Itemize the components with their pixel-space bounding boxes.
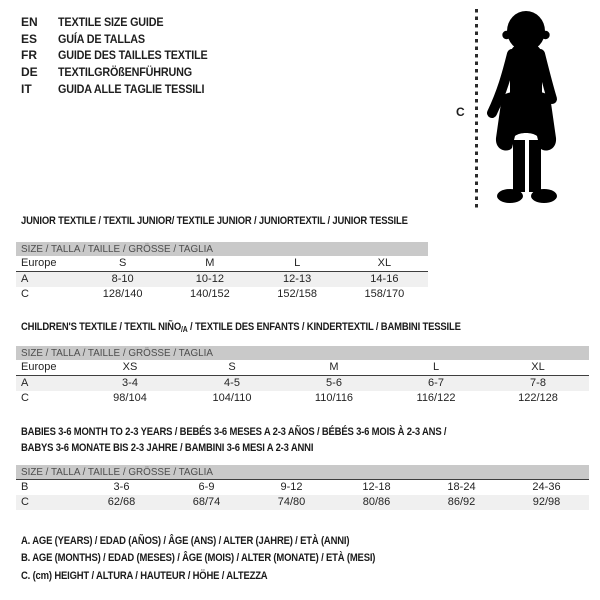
language-row-it bbox=[21, 81, 224, 98]
junior-size-table bbox=[16, 242, 428, 302]
language-row-fr bbox=[21, 47, 224, 64]
table-row: A 3-4 4-5 5-6 6-7 7-8 bbox=[16, 376, 589, 391]
language-row-es bbox=[21, 31, 224, 48]
language-code: DE bbox=[21, 65, 38, 80]
height-label-c: C bbox=[456, 105, 465, 119]
language-label: TEXTILE SIZE GUIDE bbox=[58, 15, 164, 29]
table-row: B 3-6 6-9 9-12 12-18 18-24 24-36 bbox=[21, 481, 561, 493]
children-size-table bbox=[16, 346, 589, 406]
language-label: TEXTILGRÖßENFÜHRUNG bbox=[58, 65, 192, 80]
table-row: C 62/68 68/74 74/80 80/86 86/92 92/98 bbox=[16, 495, 589, 510]
language-row-en bbox=[21, 14, 224, 31]
table-row: C 128/140 140/152 152/158 158/170 bbox=[21, 288, 405, 300]
babies-table-title-line2: BABYS 3-6 MONATE BIS 2-3 JAHRE / BAMBINI 3-6 MESI A 2-3 ANNI bbox=[21, 442, 314, 454]
babies-table-title-line1: BABIES 3-6 MONTH TO 2-3 YEARS / BEBÉS 3-6 MESES A 2-3 AÑOS / BÉBÉS 3-6 MOIS À 2-3 ANS / bbox=[21, 426, 447, 438]
size-header-bar: SIZE / TALLA / TAILLE / GRÖSSE / TAGLIA bbox=[16, 242, 428, 256]
table-row: Europe XS S M L XL bbox=[16, 360, 589, 376]
measurement-legend bbox=[21, 533, 433, 585]
height-measure-dashed-line bbox=[475, 9, 478, 208]
legend-line-a: A. AGE (YEARS) / EDAD (AÑOS) / ÂGE (ANS) / ALTER (JAHRE) / ETÀ (ANNI) bbox=[21, 535, 350, 547]
language-row-de bbox=[21, 64, 224, 81]
language-code: ES bbox=[21, 31, 38, 46]
language-list bbox=[21, 14, 224, 97]
size-header-bar: SIZE / TALLA / TAILLE / GRÖSSE / TAGLIA bbox=[16, 465, 589, 480]
legend-line-b: B. AGE (MONTHS) / EDAD (MESES) / ÂGE (MOIS) / ALTER (MONATE) / ETÀ (MESI) bbox=[21, 552, 376, 565]
language-code: FR bbox=[21, 48, 37, 63]
language-code: EN bbox=[21, 15, 38, 29]
legend-line-c: C. (cm) HEIGHT / ALTURA / HAUTEUR / HÖHE / ALTEZZA bbox=[21, 569, 268, 582]
table-row: C 98/104 104/110 110/116 116/122 122/128 bbox=[21, 392, 558, 404]
language-label: GUÍA DE TALLAS bbox=[58, 31, 145, 46]
table-row: A 8-10 10-12 12-13 14-16 bbox=[16, 272, 428, 287]
language-label: GUIDE DES TAILLES TEXTILE bbox=[58, 48, 208, 63]
baby-silhouette-icon bbox=[486, 10, 568, 208]
babies-size-table bbox=[16, 465, 589, 510]
size-header-bar: SIZE / TALLA / TAILLE / GRÖSSE / TAGLIA bbox=[16, 346, 589, 360]
language-label: GUIDA ALLE TAGLIE TESSILI bbox=[58, 81, 205, 96]
junior-table-title: JUNIOR TEXTILE / TEXTIL JUNIOR/ TEXTILE JUNIOR / JUNIORTEXTIL / JUNIOR TESSILE bbox=[21, 215, 408, 227]
table-row: Europe S M L XL bbox=[16, 256, 428, 272]
children-table-title: CHILDREN'S TEXTILE / TEXTIL NIÑO/A / TEXTILE DES ENFANTS / KINDERTEXTIL / BAMBINI TESSILE bbox=[21, 321, 461, 334]
language-code: IT bbox=[21, 81, 32, 96]
